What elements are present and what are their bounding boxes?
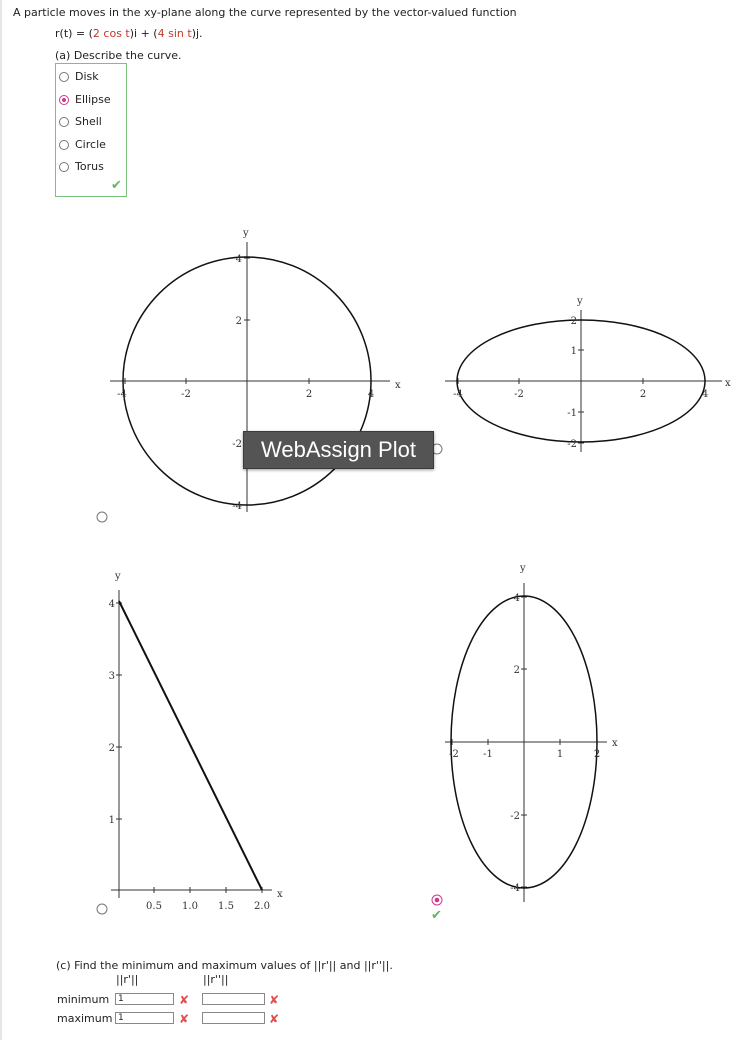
g2-tick-y: 2 (570, 316, 577, 327)
g2-tick-x: -4 (453, 389, 463, 400)
g1-tick-x: -2 (181, 389, 191, 400)
choice-label: Ellipse (75, 93, 111, 106)
g1-tick-x: 2 (305, 389, 313, 400)
g3-tick-y: 4 (108, 599, 115, 610)
graph-4[interactable] (445, 563, 618, 902)
g1-tick-y: -2 (232, 439, 242, 450)
question-intro: A particle moves in the xy-plane along the curve represented by the vector-valued function (13, 6, 517, 19)
g2-tick-y: -1 (567, 408, 577, 419)
g3-tick-x: 2.0 (254, 901, 270, 912)
g3-tick-x: 1.5 (218, 901, 234, 912)
g2-tick-x: 2 (639, 389, 647, 400)
g4-axis-y-label: y (520, 563, 526, 574)
radio-graph-1[interactable] (97, 512, 107, 522)
choice-label: Circle (75, 138, 106, 151)
formula-mid: )i + ( (129, 27, 158, 40)
g2-tick-x: 4 (701, 389, 709, 400)
g3-tick-x: 0.5 (146, 901, 162, 912)
g1-tick-x: 4 (367, 389, 375, 400)
minimum-r2-input[interactable] (202, 993, 265, 1005)
col-header-r1: ||r'|| (116, 973, 139, 986)
incorrect-x-icon: ✘ (179, 993, 190, 1007)
g1-axis-x-label: x (395, 380, 401, 391)
g4-tick-y: -4 (510, 883, 520, 894)
g2-axis-y-label: y (577, 296, 583, 307)
incorrect-x-icon: ✘ (179, 1012, 190, 1026)
g4-tick-x: 2 (593, 749, 601, 760)
g3-tick-y: 3 (108, 671, 115, 682)
g2-tick-y: 1 (570, 346, 577, 357)
g3-curve (119, 601, 262, 890)
formula-rhs: )j. (191, 27, 203, 40)
incorrect-x-icon: ✘ (269, 993, 280, 1007)
g2-axis-x-label: x (725, 378, 731, 389)
maximum-r2-input[interactable] (202, 1012, 265, 1024)
g4-tick-x: -2 (449, 749, 459, 760)
g1-axis-y-label: y (243, 228, 249, 239)
radio-graph-4-dot (435, 898, 440, 903)
part-a-prompt: (a) Describe the curve. (55, 49, 182, 62)
choice-label: Torus (75, 160, 104, 173)
g3-tick-y: 1 (108, 815, 115, 826)
g4-tick-x: 1 (556, 749, 564, 760)
g4-tick-y: 2 (513, 665, 520, 676)
graph-2[interactable] (445, 296, 731, 452)
correct-check-icon: ✔ (431, 908, 442, 923)
formula-lhs: r(t) = ( (55, 27, 93, 40)
graph-3[interactable] (109, 571, 283, 912)
g1-tick-y: 4 (235, 254, 242, 265)
g2-tick-x: -2 (514, 389, 524, 400)
choice-label: Shell (75, 115, 102, 128)
formula-x-term: 2 cos t (92, 27, 130, 40)
g1-tick-y: -4 (232, 501, 242, 512)
g4-tick-x: -1 (483, 749, 493, 760)
maximum-r1-input[interactable] (115, 1012, 174, 1024)
radio-graph-3[interactable] (97, 904, 107, 914)
incorrect-x-icon: ✘ (269, 1012, 280, 1026)
row-label-minimum: minimum (57, 993, 110, 1006)
g1-tick-x: -4 (117, 389, 127, 400)
plot-tooltip: WebAssign Plot (243, 431, 434, 469)
g3-axis-y-label: y (115, 571, 121, 582)
row-label-maximum: maximum (57, 1012, 113, 1025)
g2-tick-y: -2 (567, 439, 577, 450)
part-c-prompt: (c) Find the minimum and maximum values of ||r'|| and ||r''||. (56, 959, 393, 972)
g4-tick-y: -2 (510, 811, 520, 822)
col-header-r2: ||r''|| (203, 973, 229, 986)
choice-label: Disk (75, 70, 99, 83)
graph-1[interactable] (110, 228, 401, 512)
g3-tick-x: 1.0 (182, 901, 198, 912)
g4-axis-x-label: x (612, 738, 618, 749)
g4-tick-y: 4 (513, 593, 520, 604)
formula-y-term: 4 sin t (157, 27, 192, 40)
minimum-r1-input[interactable] (115, 993, 174, 1005)
correct-check-icon: ✔ (111, 178, 122, 193)
g1-tick-y: 2 (235, 316, 242, 327)
g3-tick-y: 2 (108, 743, 115, 754)
g3-axis-x-label: x (277, 889, 283, 900)
